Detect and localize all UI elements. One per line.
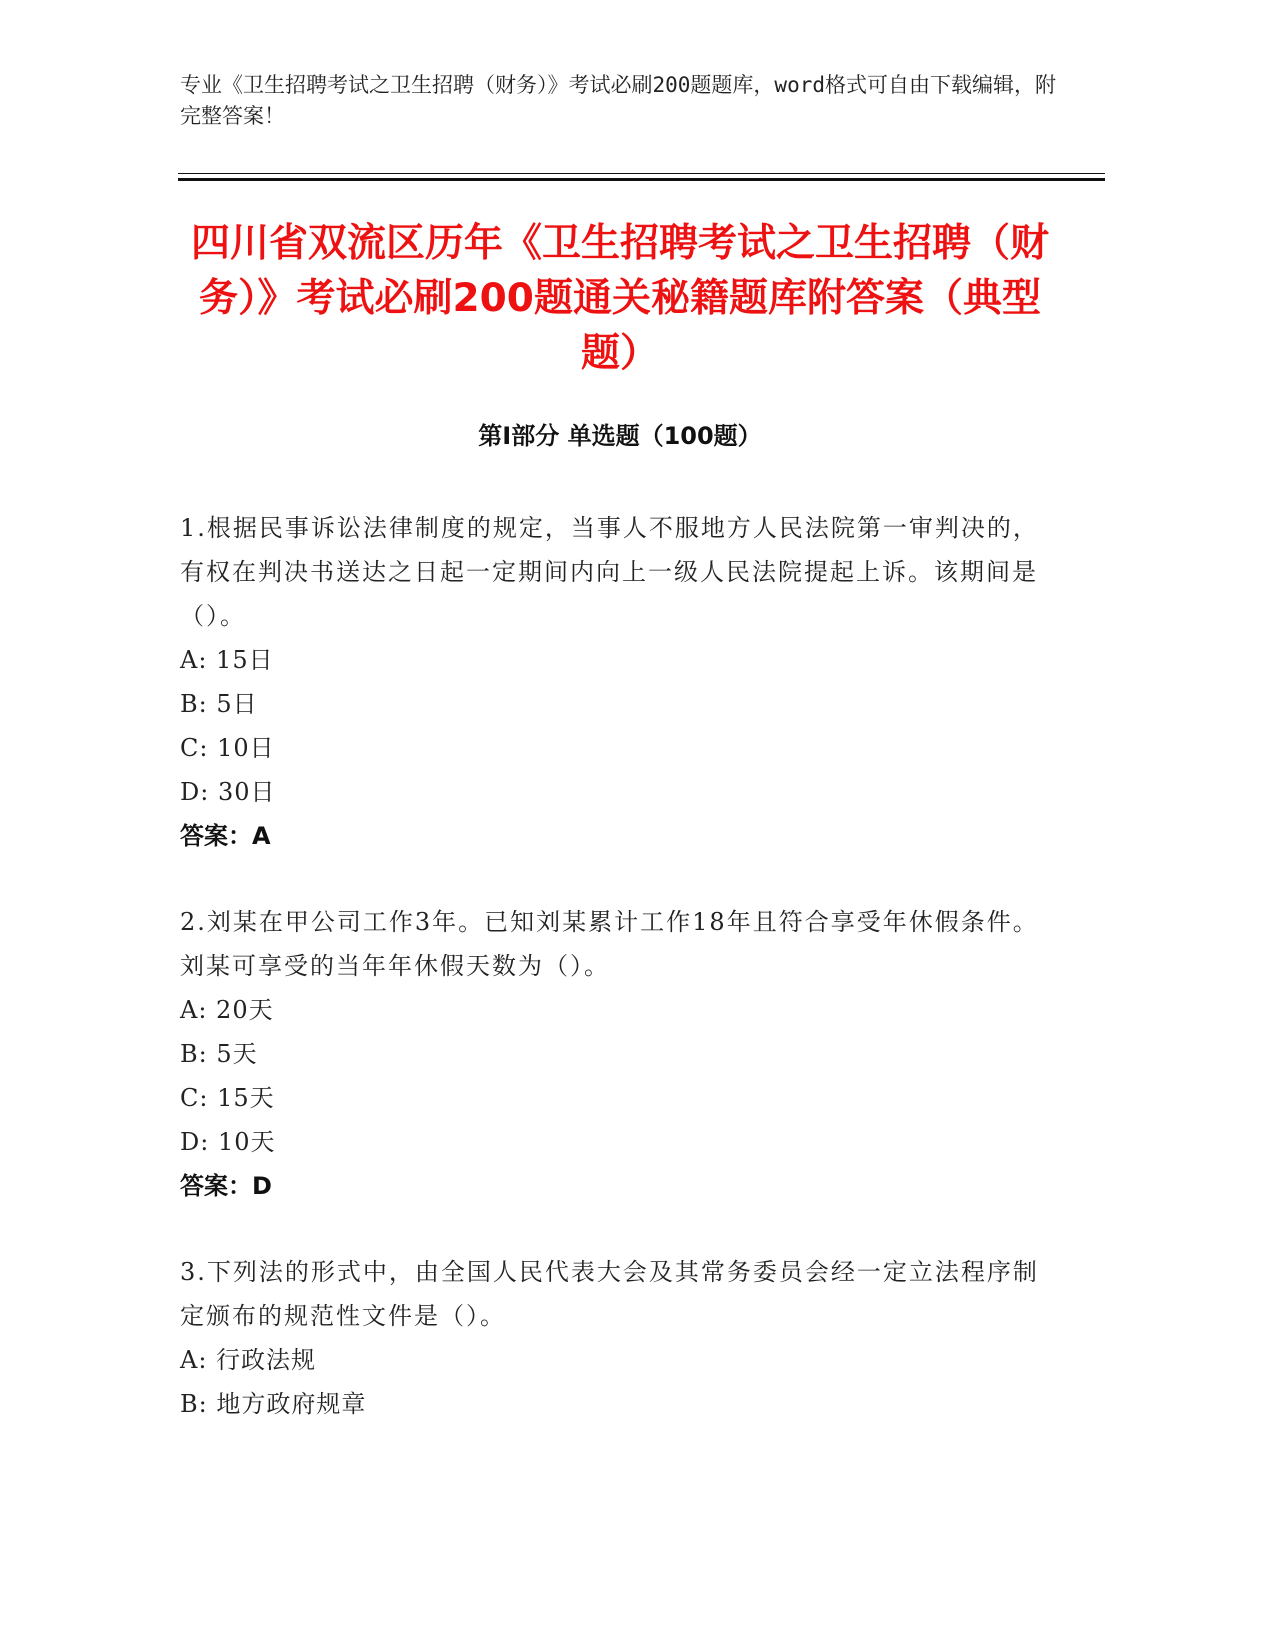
option-c: C: 10日: [180, 734, 275, 762]
option-c: C: 15天: [180, 1084, 275, 1112]
option-d: D: 30日: [180, 778, 276, 806]
option-a: A: 行政法规: [180, 1346, 317, 1374]
document-title: 四川省双流区历年《卫生招聘考试之卫生招聘（财务）》考试必刷200题通关秘籍题库附答案（典型题）: [190, 221, 1049, 376]
option-a: A: 20天: [180, 996, 274, 1024]
option-b: B: 5日: [180, 690, 258, 718]
option-b: B: 5天: [180, 1040, 258, 1068]
question-3: [180, 1250, 1040, 1426]
option-d: D: 10天: [180, 1128, 276, 1156]
question-2: [180, 900, 1040, 1208]
question-stem: 3.下列法的形式中，由全国人民代表大会及其常务委员会经一定立法程序制定颁布的规范性文件是（）。: [180, 1258, 1039, 1330]
section-heading: 第I部分 单选题（100题）: [478, 422, 762, 450]
answer-line: 答案：D: [180, 1172, 272, 1200]
question-1: [180, 506, 1040, 858]
header-divider-thick: [178, 178, 1105, 181]
answer-line: 答案：A: [180, 822, 271, 850]
question-stem: 1.根据民事诉讼法律制度的规定，当事人不服地方人民法院第一审判决的，有权在判决书送达之日起一定期间内向上一级人民法院提起上诉。该期间是（）。: [180, 514, 1039, 630]
option-b: B: 地方政府规章: [180, 1390, 367, 1418]
header-divider-thin: [178, 173, 1105, 174]
header-note: 专业《卫生招聘考试之卫生招聘（财务）》考试必刷200题题库，word格式可自由下载编辑，附完整答案！: [180, 73, 1056, 128]
question-list: [180, 506, 1040, 1468]
question-stem: 2.刘某在甲公司工作3年。已知刘某累计工作18年且符合享受年休假条件。刘某可享受的当年年休假天数为（）。: [180, 908, 1039, 980]
option-a: A: 15日: [180, 646, 274, 674]
